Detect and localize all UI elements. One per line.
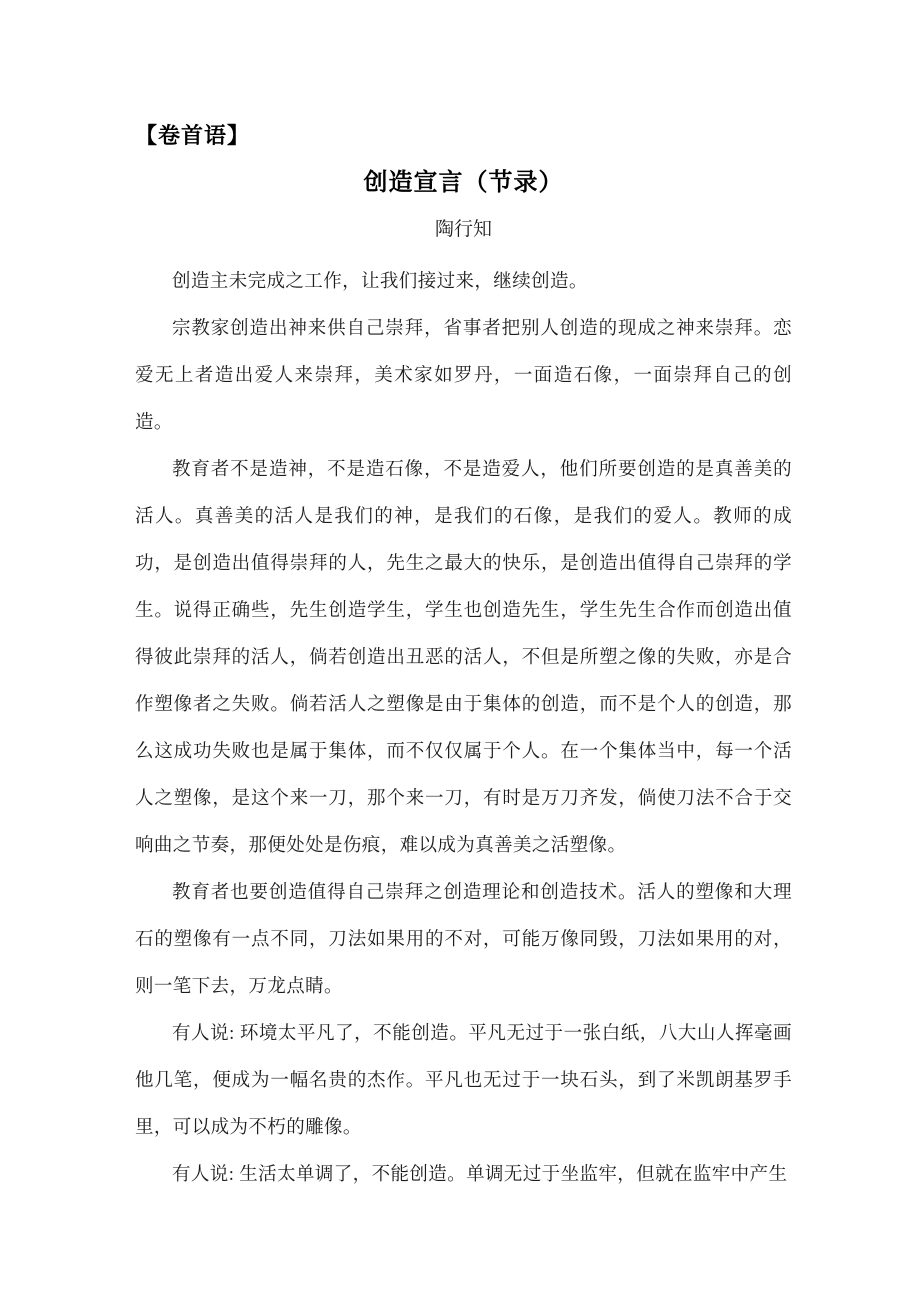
paragraph: 教育者也要创造值得自己崇拜之创造理论和创造技术。活人的塑像和大理石的塑像有一点不同，刀法如果用的不对，可能万像同毁，刀法如果用的对，则一笔下去，万龙点睛。 [135,883,792,997]
paragraph: 创造主未完成之工作，让我们接过来，继续创造。 [172,272,588,292]
article-author: 陶行知 [434,219,492,240]
paragraph: 有人说: 生活太单调了，不能创造。单调无过于坐监牢，但就在监牢中产生 [172,1165,788,1185]
article-body [135,259,792,1199]
article-title: 创造宣言（节录） [363,169,564,196]
paragraph: 有人说: 环境太平凡了，不能创造。平凡无过于一张白纸，八大山人挥毫画他几笔，便成为一幅名贵的杰作。平凡也无过于一块石头，到了米凯朗基罗手里，可以成为不朽的雕像。 [135,1024,792,1138]
paragraph: 教育者不是造神，不是造石像，不是造爱人，他们所要创造的是真善美的活人。真善美的活人是我们的神，是我们的石像，是我们的爱人。教师的成功，是创造出值得崇拜的人，先生之最大的快乐，是创造出值得自己崇拜的学生。说得正确些，先生创造学生，学生也创造先生，学生先生合作而创造出值得彼此崇拜的活人，倘若创造出丑恶的活人，不但是所塑之像的失败，亦是合作塑像者之失败。倘若活人之塑像是由于集体的创造，而不是个人的创造，那么这成功失败也是属于集体，而不仅仅属于个人。在一个集体当中，每一个活人之塑像，是这个来一刀，那个来一刀，有时是万刀齐发，倘使刀法不合于交响曲之节奏，那便处处是伤痕，难以成为真善美之活塑像。 [135,460,792,856]
section-label: 【卷首语】 [135,123,251,148]
paragraph: 宗教家创造出神来供自己崇拜，省事者把别人创造的现成之神来崇拜。恋爱无上者造出爱人来崇拜，美术家如罗丹，一面造石像，一面崇拜自己的创造。 [135,319,792,433]
